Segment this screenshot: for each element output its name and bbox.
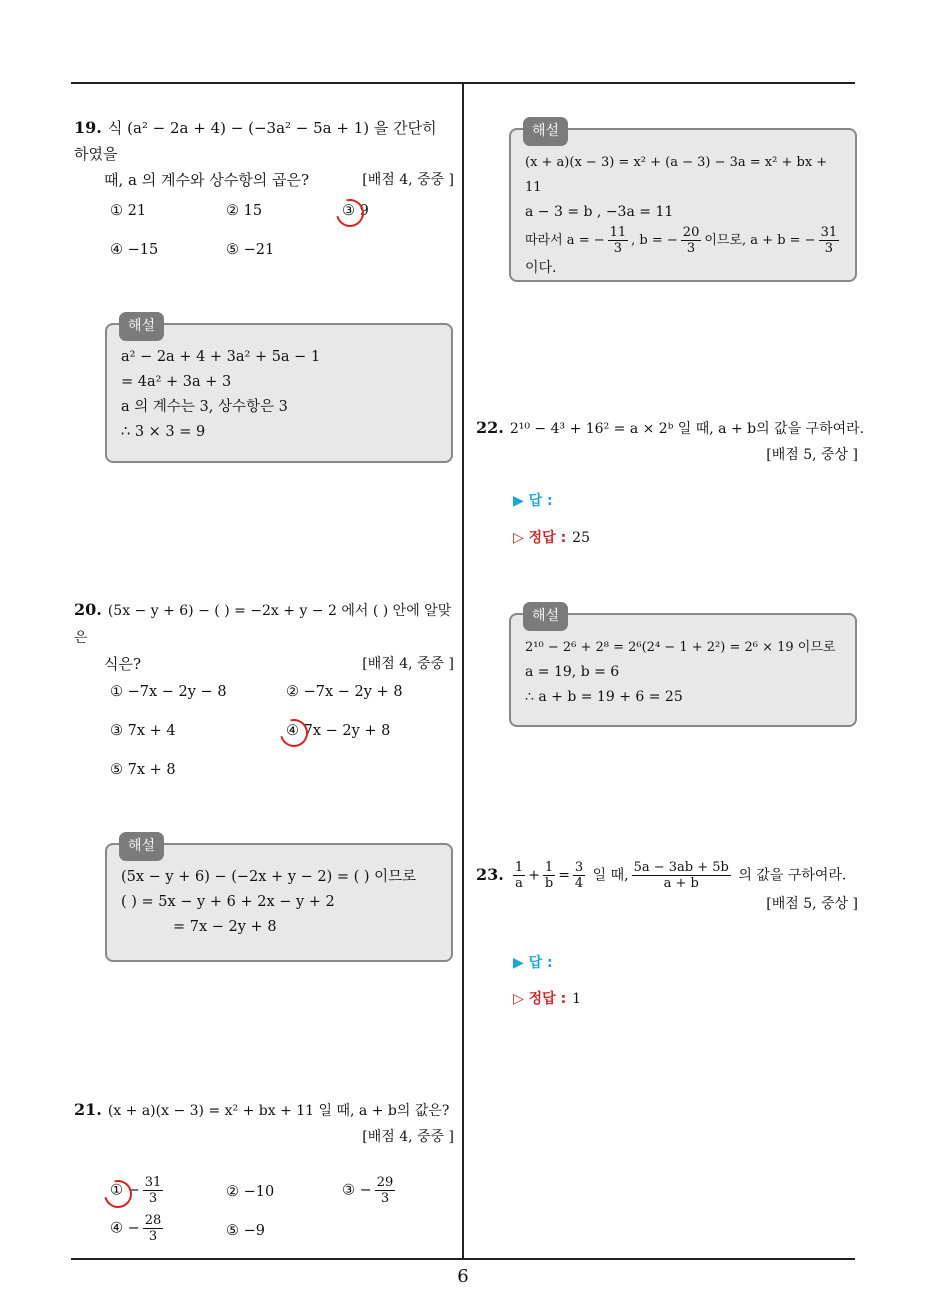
q23-text-mid: 일 때, [592, 867, 629, 884]
q23-correct-label: ▷ 정답 : [513, 991, 567, 1007]
q22-solution-box [509, 608, 857, 727]
fraction: $\frac{5a - 3ab + 5b}{a + b}$ [633, 860, 729, 891]
q21-choices [110, 1175, 450, 1255]
q19-choice-5[interactable]: ⑤ −21 [226, 242, 275, 258]
q21-choice-1-sign: − [127, 1182, 140, 1199]
q19-solution-line: = 4a² + 3a + 3 [121, 374, 232, 390]
q19-solution-line: a 의 계수는 3, 상수항은 3 [121, 399, 288, 415]
q21-choice-2-mark: ② [226, 1184, 239, 1200]
q20-number: 20. [74, 600, 102, 619]
q22-question [476, 415, 865, 468]
q23-answer-label: ▶ 답 : [513, 955, 553, 971]
q22-answer-line [513, 490, 553, 510]
q21-solution-line: 이다. [525, 260, 557, 276]
q21-choice-3-mark: ③ [342, 1182, 355, 1199]
q23-answer-line [513, 952, 553, 972]
q22-solution-line: 2¹⁰ − 2⁶ + 2⁸ = 2⁶(2⁴ − 1 + 2²) = 2⁶ × 19 이므로 [525, 640, 836, 655]
q21-solution-line: a − 3 = b , −3a = 11 [525, 204, 674, 220]
q19-answer-mark [331, 194, 369, 232]
q20-solution-line: ( ) = 5x − y + 6 + 2x − y + 2 [121, 894, 335, 910]
q20-score-tag: [배점 4, 중중 ] [362, 656, 454, 672]
q20-text-line1: (5x − y + 6) − ( ) = −2x + y − 2 에서 ( ) 안에 알맞은 [74, 603, 452, 646]
fraction: $\frac{1}{a}$ [514, 860, 524, 891]
q21-solution-box [509, 123, 857, 282]
q21-number: 21. [74, 1100, 102, 1119]
q21-solution-line: (x + a)(x − 3) = x² + (a − 3) − 3a = x² + bx + 11 [525, 155, 828, 195]
q20-choice-4[interactable]: ④ 7x − 2y + 8 [286, 723, 391, 739]
q21-choice-3-sign: − [359, 1182, 372, 1199]
q21-choice-4-mark: ④ [110, 1220, 123, 1237]
q19-choices [110, 203, 450, 263]
q20-text-line2: 식은? [104, 655, 142, 673]
q22-correct-line [513, 527, 590, 547]
fraction: $\frac{1}{b}$ [544, 860, 554, 891]
q21-choice-1-fraction: $\frac{31}{3}$ [144, 1175, 162, 1206]
q20-choice-5[interactable]: ⑤ 7x + 8 [110, 762, 176, 778]
plus-sign: + [528, 867, 540, 884]
q21-solution-line: 따라서 a = − $\frac{11}{3}$ , b = − $\frac{20}{3}$ 이므로, a + b = − $\frac{31}{3}$ [525, 225, 838, 256]
q21-choice-3-fraction: $\frac{29}{3}$ [376, 1175, 394, 1206]
q19-solution-line: ∴ 3 × 3 = 9 [121, 424, 206, 440]
q21-choice-4-sign: − [127, 1220, 140, 1237]
q23-score-tag: [배점 5, 중상 ] [766, 896, 858, 912]
q19-number: 19. [74, 118, 102, 137]
q21-choice-2-value: −10 [243, 1184, 275, 1200]
q19-choice-1[interactable]: ① 21 [110, 203, 147, 219]
q23-text-end: 의 값을 구하여라. [738, 867, 847, 884]
q20-answer-mark [275, 714, 313, 752]
q21-choice-5-mark: ⑤ [226, 1223, 239, 1239]
q22-solution-line: a = 19, b = 6 [525, 664, 620, 680]
q19-question [74, 115, 454, 193]
q22-score-tag: [배점 5, 중상 ] [766, 447, 858, 463]
q21-text-line1: (x + a)(x − 3) = x² + bx + 11 일 때, a + b의 값은? [107, 1103, 450, 1119]
q21-score-tag: [배점 4, 중중 ] [362, 1129, 454, 1145]
q19-solution-line: a² − 2a + 4 + 3a² + 5a − 1 [121, 349, 321, 365]
q21-choice-5[interactable] [226, 1223, 265, 1239]
q20-question [74, 597, 454, 677]
q20-choice-2[interactable]: ② −7x − 2y + 8 [286, 684, 403, 700]
q22-correct-value: 25 [572, 530, 590, 546]
q19-text-line2: 때, a 의 계수와 상수항의 곱은? [104, 171, 309, 189]
fraction: $\frac{31}{3}$ [820, 225, 838, 256]
q22-correct-label: ▷ 정답 : [513, 530, 567, 546]
q20-solution-line: = 7x − 2y + 8 [173, 919, 277, 935]
q21-solution-label: 해설 [523, 117, 568, 146]
equals-sign: = [558, 867, 570, 884]
q19-solution-label: 해설 [119, 312, 164, 341]
column-divider [462, 84, 464, 1260]
q21-choice-4-fraction: $\frac{28}{3}$ [144, 1213, 162, 1244]
q20-solution-box [105, 838, 453, 962]
q23-correct-value: 1 [572, 991, 582, 1007]
q21-choice-4[interactable] [110, 1213, 166, 1244]
q22-answer-label: ▶ 답 : [513, 493, 553, 509]
fraction: $\frac{11}{3}$ [609, 225, 627, 256]
q19-choice-3[interactable]: ③ 9 [342, 203, 369, 219]
q22-solution-line: ∴ a + b = 19 + 6 = 25 [525, 689, 683, 705]
q19-text-line1: 식 (a² − 2a + 4) − (−3a² − 5a + 1) 을 간단히 하였을 [74, 119, 437, 163]
q19-choice-4[interactable]: ④ −15 [110, 242, 159, 258]
q23-number: 23. [476, 864, 504, 884]
q21-choice-2[interactable] [226, 1184, 274, 1200]
page-number: 6 [457, 1266, 469, 1287]
bottom-rule [71, 1258, 855, 1260]
q19-solution-box [105, 318, 453, 463]
q21-choice-5-value: −9 [243, 1223, 265, 1239]
fraction: $\frac{20}{3}$ [682, 225, 700, 256]
q20-choices [110, 684, 450, 784]
q19-choice-2[interactable]: ② 15 [226, 203, 263, 219]
q22-number: 22. [476, 418, 504, 437]
q19-score-tag: [배점 4, 중중 ] [362, 172, 454, 188]
q21-choice-1-mark: ① [110, 1182, 123, 1199]
q20-solution-line: (5x − y + 6) − (−2x + y − 2) = ( ) 이므로 [121, 869, 417, 885]
q20-choice-1[interactable]: ① −7x − 2y − 8 [110, 684, 227, 700]
q20-solution-label: 해설 [119, 832, 164, 861]
q23-question [476, 860, 858, 917]
fraction: $\frac{3}{4}$ [574, 860, 584, 891]
q22-text: 2¹⁰ − 4³ + 16² = a × 2ᵇ 일 때, a + b의 값을 구하여라. [509, 421, 865, 437]
q21-choice-3[interactable] [342, 1175, 398, 1206]
q21-question [74, 1097, 454, 1150]
q23-correct-line [513, 988, 581, 1008]
q22-solution-label: 해설 [523, 602, 568, 631]
q20-choice-3[interactable]: ③ 7x + 4 [110, 723, 176, 739]
